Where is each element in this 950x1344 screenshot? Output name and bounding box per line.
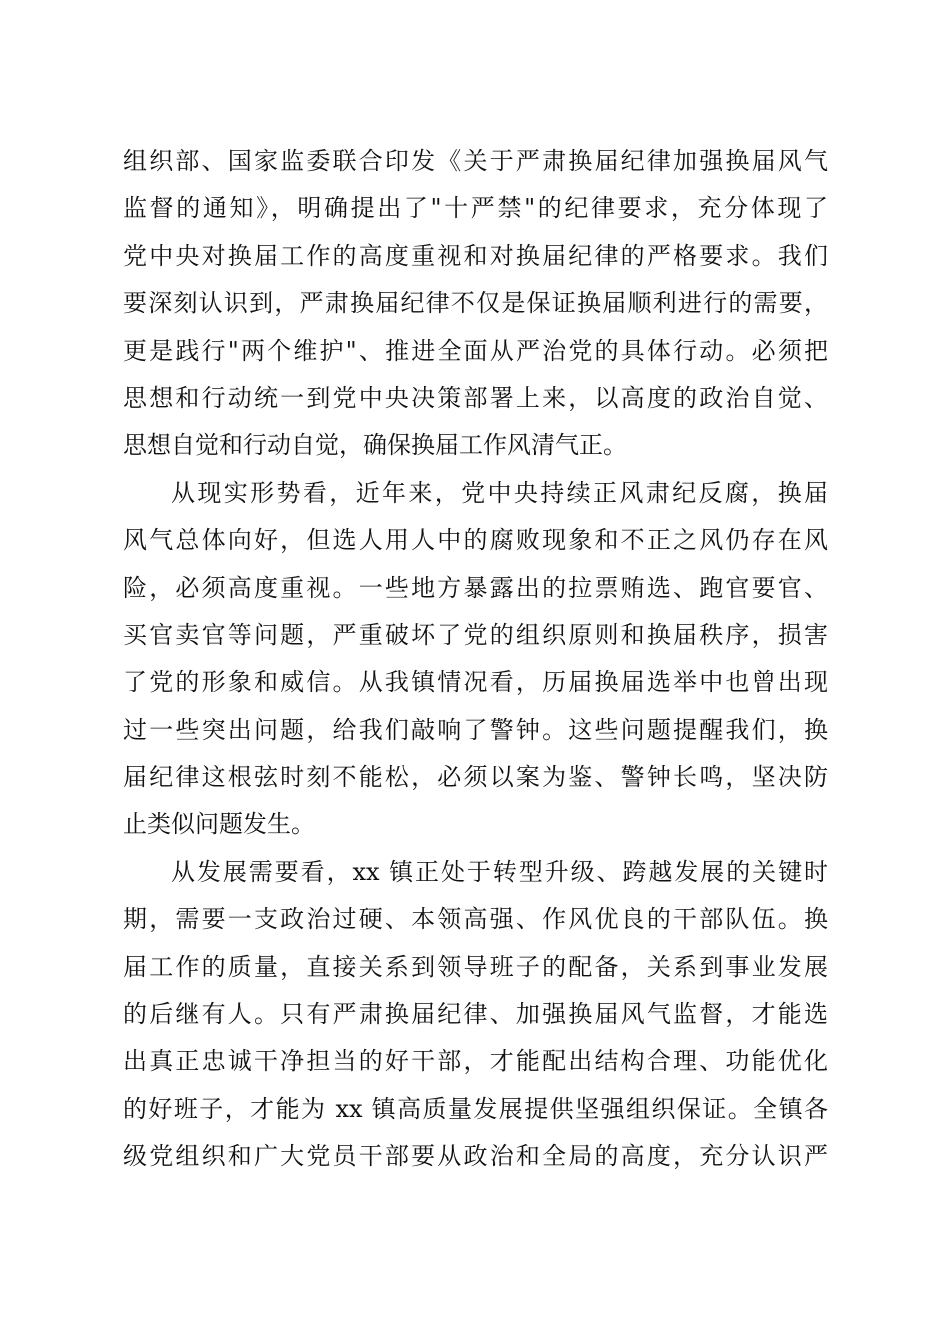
text-line: 止类似问题发生。	[123, 810, 315, 839]
text-line: 险，必须高度重视。一些地方暴露出的拉票贿选、跑官要官、	[123, 573, 828, 602]
text-line: 更是践行"两个维护"、推进全面从严治党的具体行动。必须把	[123, 336, 828, 365]
text-line: 的后继有人。只有严肃换届纪律、加强换届风气监督，才能选	[123, 1000, 828, 1029]
text-line: 期，需要一支政治过硬、本领高强、作风优良的干部队伍。换	[123, 905, 828, 934]
text-line: 级党组织和广大党员干部要从政治和全局的高度，充分认识严	[123, 1142, 828, 1171]
text-line: 组织部、国家监委联合印发《关于严肃换届纪律加强换届风气	[123, 147, 828, 175]
text-line: 从发展需要看，xx 镇正处于转型升级、跨越发展的关键时	[171, 857, 828, 886]
text-line: 要深刻认识到，严肃换届纪律不仅是保证换届顺利进行的需要，	[123, 289, 828, 318]
paragraph-1	[123, 138, 828, 470]
text-line: 党中央对换届工作的高度重视和对换届纪律的严格要求。我们	[123, 241, 828, 270]
text-line: 出真正忠诚干净担当的好干部，才能配出结构合理、功能优化	[123, 1047, 828, 1076]
paragraph-2	[123, 470, 828, 849]
document-body	[123, 138, 828, 1181]
text-line: 了党的形象和威信。从我镇情况看，历届换届选举中也曾出现	[123, 668, 828, 697]
text-line: 届工作的质量，直接关系到领导班子的配备，关系到事业发展	[123, 952, 828, 981]
text-line: 监督的通知》，明确提出了"十严禁"的纪律要求，充分体现了	[123, 194, 828, 223]
text-line: 届纪律这根弦时刻不能松，必须以案为鉴、警钟长鸣，坚决防	[123, 763, 828, 792]
paragraph-3	[123, 849, 828, 1181]
text-line: 的好班子，才能为 xx 镇高质量发展提供坚强组织保证。全镇各	[123, 1094, 828, 1123]
text-line: 思想和行动统一到党中央决策部署上来，以高度的政治自觉、	[123, 383, 828, 412]
text-line: 思想自觉和行动自觉，确保换届工作风清气正。	[123, 431, 627, 460]
text-line: 买官卖官等问题，严重破坏了党的组织原则和换届秩序，损害	[123, 620, 828, 649]
text-line: 过一些突出问题，给我们敲响了警钟。这些问题提醒我们，换	[123, 715, 828, 744]
text-line: 风气总体向好，但选人用人中的腐败现象和不正之风仍存在风	[123, 526, 828, 555]
text-line: 从现实形势看，近年来，党中央持续正风肃纪反腐，换届	[171, 478, 828, 507]
